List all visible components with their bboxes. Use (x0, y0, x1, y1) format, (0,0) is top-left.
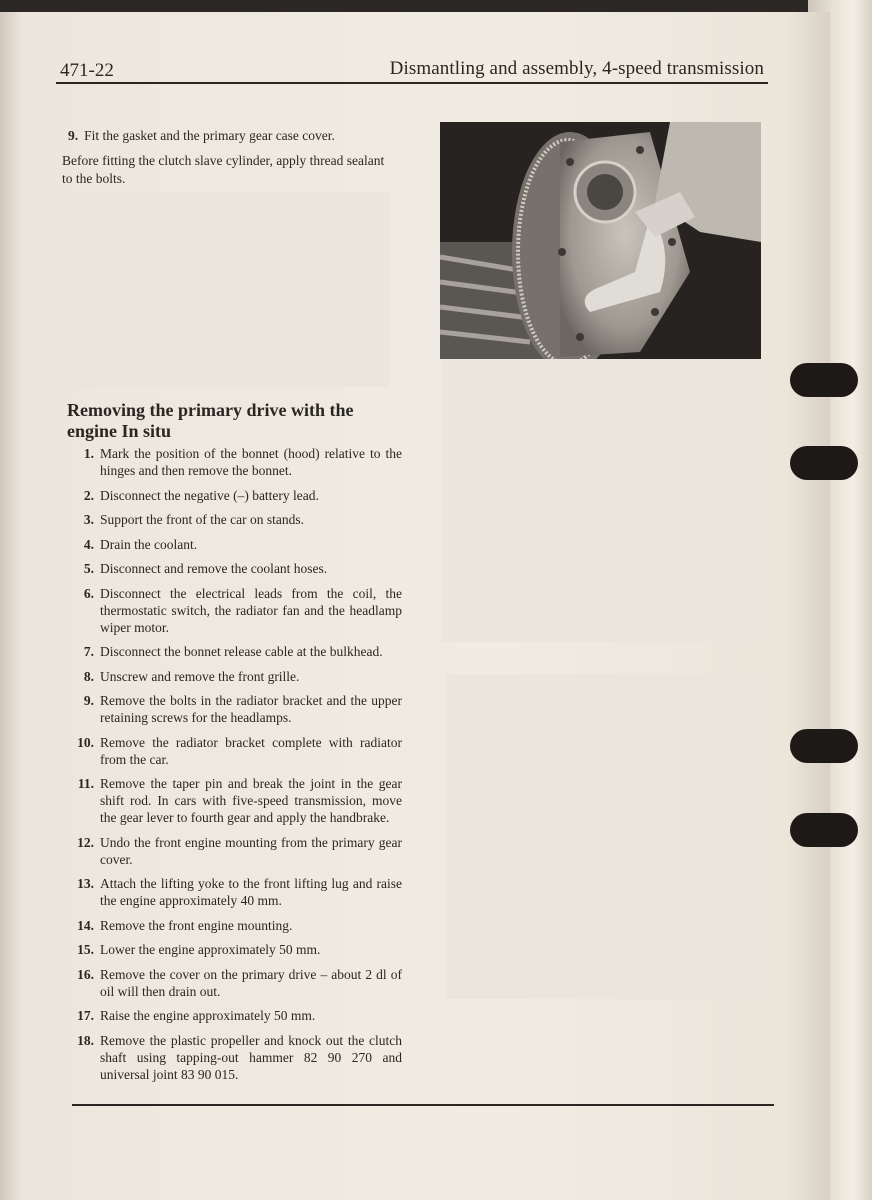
procedure-step (68, 560, 402, 577)
intro-step (68, 128, 335, 144)
page-number: 471-22 (60, 60, 114, 81)
header-rule (56, 82, 768, 84)
step-number: 18. (77, 1032, 94, 1048)
step-number: 7. (83, 644, 94, 659)
procedure-step (68, 734, 402, 768)
step-text: Unscrew and remove the front grille. (100, 668, 300, 684)
procedure-step (68, 1032, 402, 1083)
gear-case-cover-photo (440, 122, 761, 359)
procedure-step (68, 1007, 402, 1024)
step-text: Lower the engine approximately 50 mm. (100, 942, 321, 957)
step-text: Undo the front engine mounting from the primary gear cover. (100, 834, 402, 867)
step-text: Disconnect the bonnet release cable at the bulkhead. (100, 644, 383, 659)
procedure-steps (68, 445, 402, 1090)
step-text: Disconnect the negative (–) battery lead. (100, 487, 319, 503)
page-title: Dismantling and assembly, 4-speed transmission (389, 58, 764, 79)
procedure-step (68, 643, 402, 660)
step-text: Mark the position of the bonnet (hood) relative to the hinges and then remove the bonnet. (100, 446, 402, 478)
step-text: Disconnect the electrical leads from the coil, the thermostatic switch, the radiator fan and the headlamp wiper motor. (100, 585, 402, 635)
step-number: 12. (77, 834, 94, 850)
procedure-step (68, 834, 402, 868)
footer-rule (72, 1104, 774, 1106)
intro-step-text: Fit the gasket and the primary gear case cover. (84, 128, 335, 143)
step-text: Remove the plastic propeller and knock out the clutch shaft using tapping-out hammer 82 90 270 and universal joint 83 90 015. (100, 1032, 402, 1082)
manual-page (0, 12, 830, 1200)
step-text: Disconnect and remove the coolant hoses. (100, 561, 328, 576)
step-text: Drain the coolant. (100, 536, 198, 552)
step-number: 11. (77, 776, 94, 791)
binder-hole (790, 729, 858, 763)
step-number: 9. (83, 693, 94, 708)
step-text: Remove the front engine mounting. (100, 917, 293, 933)
procedure-step (68, 536, 402, 553)
step-number: 4. (83, 536, 94, 552)
step-number: 17. (77, 1008, 94, 1023)
procedure-step (68, 668, 402, 685)
binder-hole (790, 363, 858, 397)
procedure-step (68, 775, 402, 826)
procedure-step (68, 585, 402, 636)
show-through-area (442, 357, 762, 642)
step-text: Attach the lifting yoke to the front lifting lug and raise the engine approximately 40 mm. (100, 876, 402, 908)
show-through-area (68, 192, 390, 387)
step-number: 6. (83, 585, 94, 601)
procedure-step (68, 941, 402, 958)
step-number: 1. (83, 446, 94, 461)
step-number: 10. (77, 734, 94, 750)
procedure-step (68, 875, 402, 909)
step-number: 16. (77, 966, 94, 982)
procedure-step (68, 917, 402, 934)
intro-note: Before fitting the clutch slave cylinder, apply thread sealant to the bolts. (62, 153, 385, 186)
step-number: 13. (77, 876, 94, 891)
procedure-step (68, 966, 402, 1000)
binder-hole (790, 446, 858, 480)
step-number: 15. (77, 942, 94, 957)
step-text: Remove the taper pin and break the joint in the gear shift rod. In cars with five-speed transmission, move the gear lever to fourth gear and apply the handbrake. (100, 776, 402, 825)
binder-hole (790, 813, 858, 847)
section-heading: Removing the primary drive with the engine In situ (67, 400, 354, 441)
step-number: 2. (83, 487, 94, 503)
show-through-area (446, 674, 766, 999)
intro-step-number: 9. (68, 128, 79, 143)
photo-illustration (440, 122, 761, 359)
step-number: 5. (83, 561, 94, 576)
step-number: 3. (83, 512, 94, 527)
step-text: Support the front of the car on stands. (100, 512, 304, 527)
procedure-step (68, 445, 402, 479)
procedure-step (68, 511, 402, 528)
step-text: Raise the engine approximately 50 mm. (100, 1008, 316, 1023)
procedure-step (68, 692, 402, 726)
step-number: 8. (83, 668, 94, 684)
step-text: Remove the bolts in the radiator bracket and the upper retaining screws for the headlamps. (100, 693, 402, 725)
step-text: Remove the cover on the primary drive – about 2 dl of oil will then drain out. (100, 966, 402, 999)
step-number: 14. (77, 917, 94, 933)
procedure-step (68, 487, 402, 504)
step-text: Remove the radiator bracket complete with radiator from the car. (100, 734, 402, 767)
